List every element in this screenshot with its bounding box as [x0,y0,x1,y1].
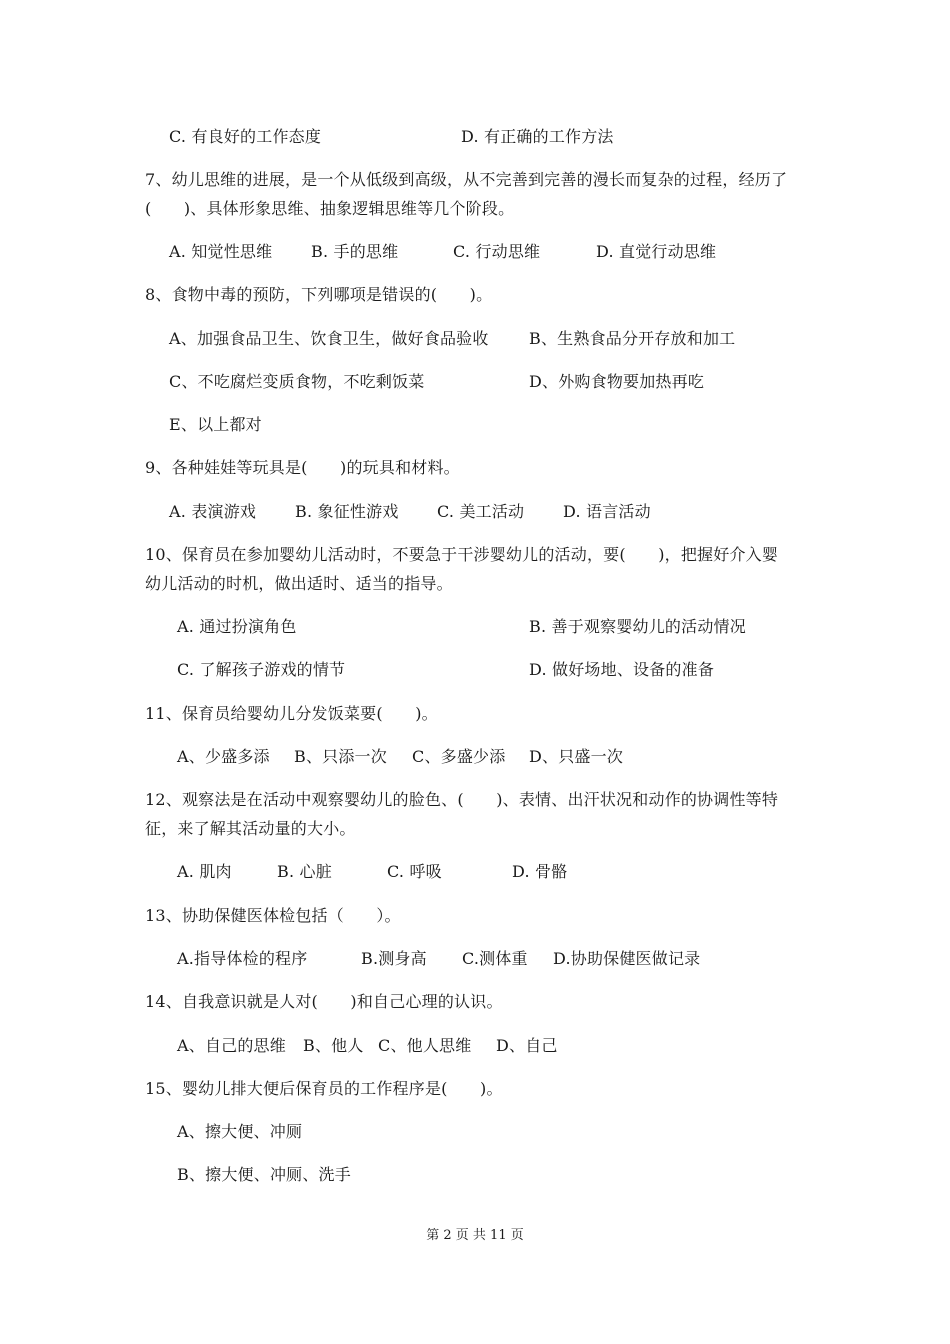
q8-option-a: A、加强食品卫生、饮食卫生，做好食品验收 [169,329,489,348]
q9-stem: 9、各种娃娃等玩具是( )的玩具和材料。 [145,458,460,477]
q12-option-d: D. 骨骼 [512,862,568,881]
q9-option-c: C. 美工活动 [437,502,525,521]
q7-stem-line2: ( )、具体形象思维、抽象逻辑思维等几个阶段。 [145,199,515,218]
q10-option-b: B. 善于观察婴幼儿的活动情况 [529,617,746,636]
q9-option-d: D. 语言活动 [563,502,651,521]
q13-option-b: B.测身高 [361,949,427,968]
q6-option-d: D. 有正确的工作方法 [461,127,614,146]
q11-option-b: B、只添一次 [294,747,387,766]
q10-option-c: C. 了解孩子游戏的情节 [177,660,346,679]
q12-stem-line1: 12、观察法是在活动中观察婴幼儿的脸色、( )、表情、出汗状况和动作的协调性等特 [145,790,779,809]
q10-option-d: D. 做好场地、设备的准备 [529,660,715,679]
q15-option-a: A、擦大便、冲厕 [177,1122,303,1141]
q12-option-a: A. 肌肉 [177,862,232,881]
q9-option-a: A. 表演游戏 [169,502,257,521]
q12-option-b: B. 心脏 [277,862,332,881]
q13-option-d: D.协助保健医做记录 [553,949,701,968]
q8-option-c: C、不吃腐烂变质食物，不吃剩饭菜 [169,372,425,391]
q7-stem-line1: 7、幼儿思维的进展，是一个从低级到高级，从不完善到完善的漫长而复杂的过程，经历了 [145,170,788,189]
q10-stem-line1: 10、保育员在参加婴幼儿活动时，不要急于干涉婴幼儿的活动，要( )，把握好介入婴 [145,545,779,564]
q10-option-a: A. 通过扮演角色 [177,617,297,636]
q14-option-c: C、他人思维 [378,1036,472,1055]
q11-stem: 11、保育员给婴幼儿分发饭菜要( )。 [145,704,438,723]
q7-option-b: B. 手的思维 [311,242,399,261]
q12-option-c: C. 呼吸 [387,862,442,881]
q12-stem-line2: 征，来了解其活动量的大小。 [145,819,356,838]
q6-option-c: C. 有良好的工作态度 [169,127,322,146]
q7-option-d: D. 直觉行动思维 [596,242,717,261]
q7-option-c: C. 行动思维 [453,242,541,261]
q8-option-b: B、生熟食品分开存放和加工 [529,329,736,348]
q14-stem: 14、自我意识就是人对( )和自己心理的认识。 [145,992,503,1011]
q15-option-b: B、擦大便、冲厕、洗手 [177,1165,351,1184]
page-number: 第 2 页 共 11 页 [426,1228,524,1243]
q10-stem-line2: 幼儿活动的时机，做出适时、适当的指导。 [145,574,453,593]
q7-option-a: A. 知觉性思维 [169,242,273,261]
q8-option-d: D、外购食物要加热再吃 [529,372,705,391]
q8-stem: 8、食物中毒的预防，下列哪项是错误的( )。 [145,285,493,304]
q13-option-c: C.测体重 [462,949,528,968]
q13-option-a: A.指导体检的程序 [177,949,308,968]
q14-option-d: D、自己 [496,1036,558,1055]
q11-option-a: A、少盛多添 [177,747,270,766]
q15-stem: 15、婴幼儿排大便后保育员的工作程序是( )。 [145,1079,503,1098]
q9-option-b: B. 象征性游戏 [295,502,399,521]
q14-option-a: A、自己的思维 [177,1036,286,1055]
q13-stem: 13、协助保健医体检包括（ ）。 [145,906,401,925]
q14-option-b: B、他人 [303,1036,364,1055]
q11-option-c: C、多盛少添 [412,747,506,766]
q8-option-e: E、以上都对 [169,415,262,434]
q11-option-d: D、只盛一次 [529,747,624,766]
